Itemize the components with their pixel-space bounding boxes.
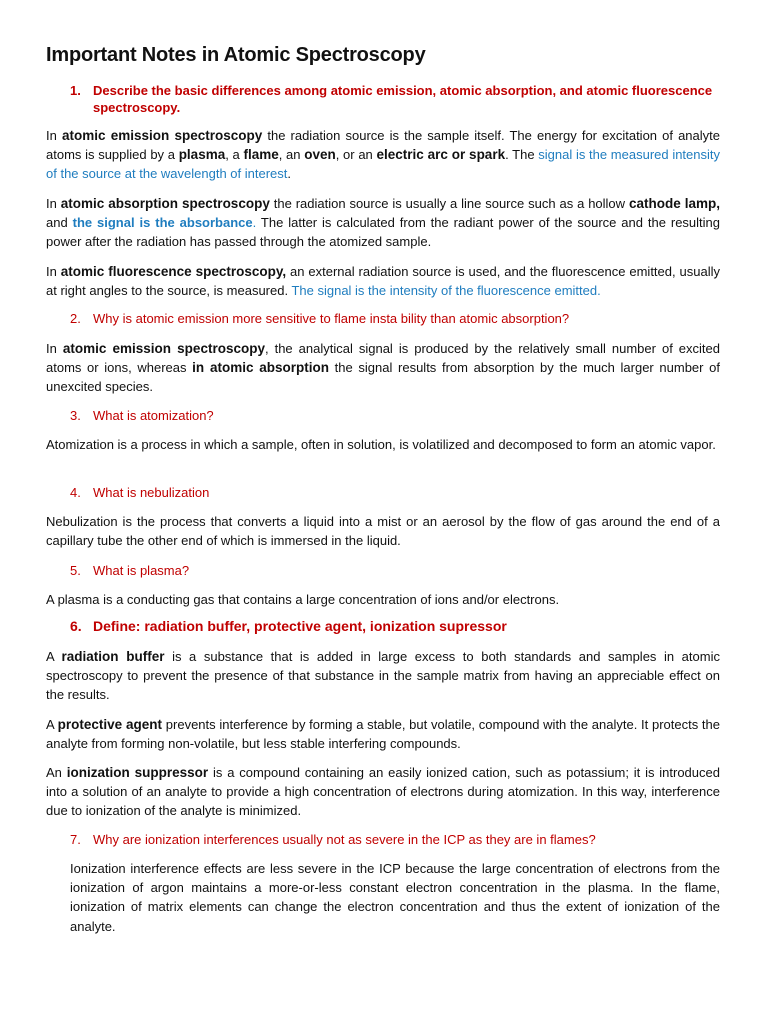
paragraph-atomic-fluorescence: In atomic fluorescence spectroscopy, an external radiation source is used, and the fluorescence emitted, usually at right angles to the source, is measured. The signal is the intensity of the fluorescence emitted. xyxy=(46,264,720,299)
paragraph-nebulization: Nebulization is the process that converts a liquid into a mist or an aerosol by the flow of gas around the end of a capillary tube the other end of which is immersed in the liquid. xyxy=(46,514,720,549)
signal-definition: The signal is the intensity of the fluorescence emitted. xyxy=(291,283,601,299)
question-number: 1. xyxy=(70,83,81,98)
paragraph-plasma: A plasma is a conducting gas that contains a large concentration of ions and/or electrons. xyxy=(46,592,560,607)
paragraph-ionization-suppressor: An ionization suppressor is a compound containing an easily ionized cation, such as potassium; it is introduced into a solution of an analyte to provide a high concentration of electrons during atomization. In this way, interference due to ionization of the analyte is minimized. xyxy=(46,765,720,819)
question-4: 4. What is nebulization xyxy=(70,485,210,500)
question-6: 6. Define: radiation buffer, protective agent, ionization supressor xyxy=(70,618,507,634)
paragraph-protective-agent: A protective agent prevents interference by forming a stable, but volatile, compound with the analyte. It protects the analyte from forming non-volatile, but less stable interfering compounds. xyxy=(46,717,720,752)
paragraph-atomic-emission: In atomic emission spectroscopy the radiation source is the sample itself. The energy for excitation of analyte atoms is supplied by a plasma, a flame, an oven, or an electric arc or spark. The signal is the measured intensity of the source at the wavelength of interest. xyxy=(46,128,721,182)
signal-definition: the signal is the absorbance xyxy=(72,215,253,231)
paragraph-icp-ionization: Ionization interference effects are less severe in the ICP because the large concentration of electrons from the ionization of argon maintains a more-or-less constant electron concentration in the plasma. In the flame, ionization of matrix elements can change the electron concentration and thus the extent of ionization of the analyte. xyxy=(70,861,720,934)
question-7: 7. Why are ionization interferences usually not as severe in the ICP as they are in flames? xyxy=(70,832,596,847)
question-2: 2. Why is atomic emission more sensitive to flame insta bility than atomic absorption? xyxy=(70,311,570,326)
paragraph-atomic-absorption: In atomic absorption spectroscopy the radiation source is usually a line source such as a hollow cathode lamp, and the signal is the absorbance. The latter is calculated from the radiant power of the source and the resulting power after the radiation has passed through the atomized sample. xyxy=(46,196,721,250)
question-5: 5. What is plasma? xyxy=(70,563,190,578)
question-text-line1: Describe the basic differences among atomic emission, atomic absorption, and atomic fluorescence xyxy=(93,83,713,98)
paragraph-radiation-buffer: A radiation buffer is a substance that is added in large excess to both standards and samples in atomic spectroscopy to prevent the presence of that substance in the sample matrix from having an appreciable effect on the results. xyxy=(46,649,720,703)
signal-definition: signal is the measured intensity of the source at the wavelength of interest xyxy=(46,147,721,182)
page-title: Important Notes in Atomic Spectroscopy xyxy=(46,44,426,66)
paragraph-atomization: Atomization is a process in which a sample, often in solution, is volatilized and decomposed to form an atomic vapor. xyxy=(46,437,716,452)
paragraph-emission-sensitivity: In atomic emission spectroscopy, the analytical signal is produced by the relatively small number of excited atoms or ions, whereas in atomic absorption the signal results from absorption by the much larger number of unexcited species. xyxy=(46,341,720,395)
question-text-line2: spectroscopy. xyxy=(93,100,181,115)
question-3: 3. What is atomization? xyxy=(70,408,214,423)
question-1 xyxy=(70,82,720,116)
